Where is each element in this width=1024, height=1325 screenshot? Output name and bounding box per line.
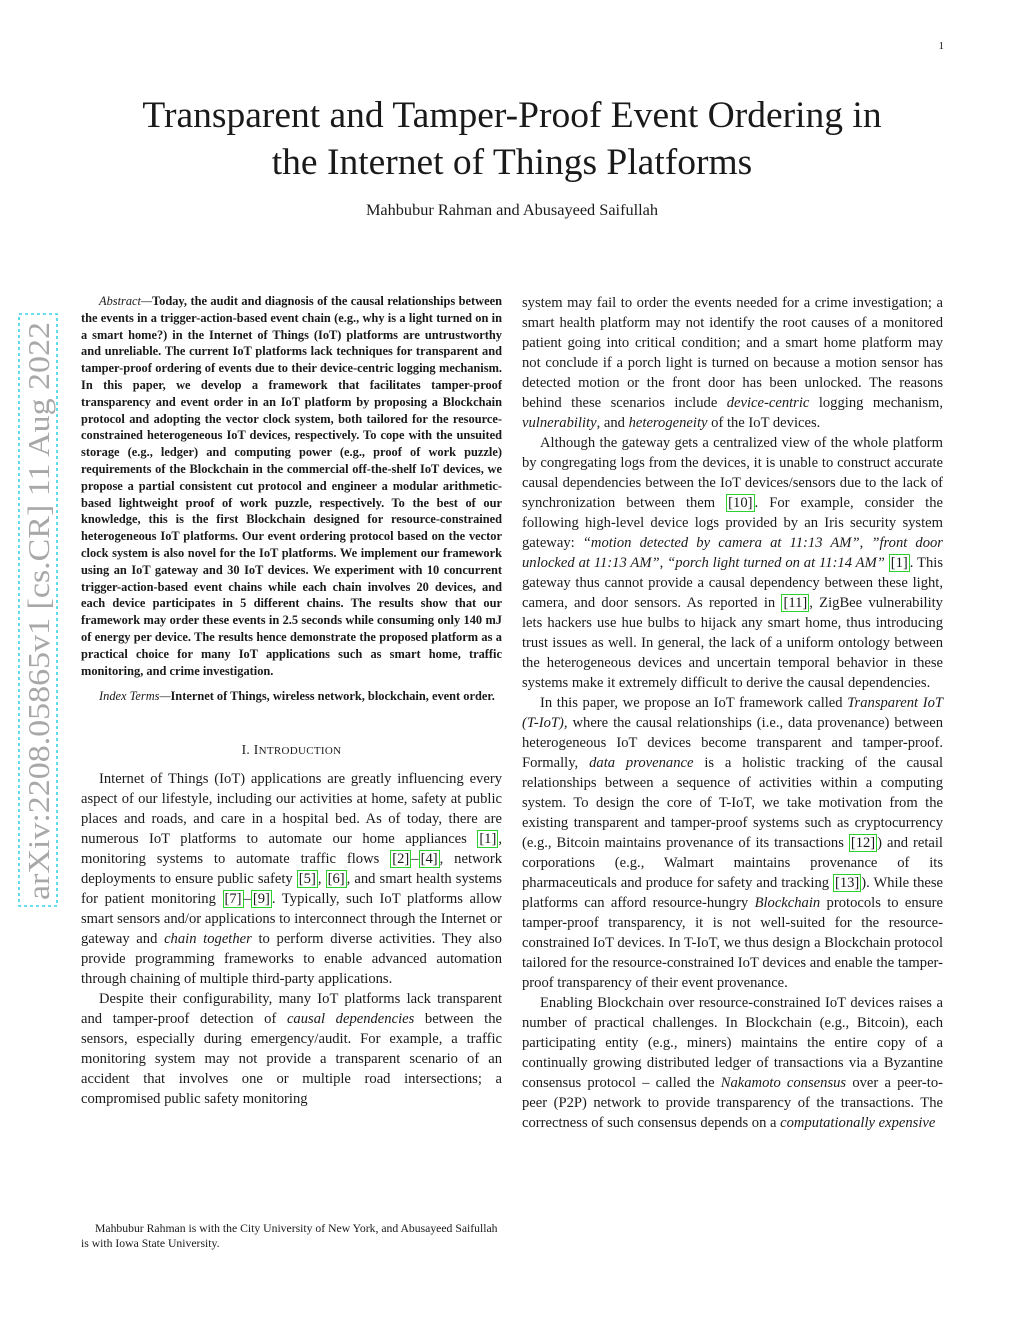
left-column — [81, 293, 502, 1109]
paper-title — [0, 92, 1024, 186]
intro-paragraph-2: Despite their configurability, many IoT platforms lack transparent and tamper-proof detection of causal dependencies between the sensors, especially during emergency/audit. For example, a traffic monitoring system may not provide a transparent scenario of an accident that involves one or multiple road intersections; a compromised public safety monitoring — [81, 991, 502, 1108]
citation-link[interactable]: [1] — [479, 831, 497, 848]
citation-link[interactable]: [5] — [298, 871, 316, 888]
author-list: Mahbubur Rahman and Abusayeed Saifullah — [365, 200, 659, 219]
page-number: 1 — [938, 40, 944, 52]
citation-link[interactable]: [9] — [252, 891, 270, 908]
citation-link[interactable]: [2] — [392, 851, 410, 868]
citation-link[interactable]: [4] — [420, 851, 438, 868]
citation-link[interactable]: [6] — [327, 871, 345, 888]
arxiv-identifier-stamp[interactable] — [16, 310, 60, 910]
citation-link[interactable]: [1] — [890, 555, 908, 571]
citation-link[interactable]: [13] — [834, 875, 860, 891]
citation-link[interactable]: [11] — [783, 595, 808, 611]
title-line-2: the Internet of Things Platforms — [271, 142, 753, 183]
index-terms-label: Index Terms— — [99, 689, 171, 704]
abstract-text: Today, the audit and diagnosis of the causal relationships between the events in a trigger-action-based event chain (e.g., why is a light turned on in a smart home?) in the Internet of Things (IoT) platforms are untrustworthy and unreliable. The current IoT platforms lack techniques for transparent and tamper-proof ordering of events due to their device-centric logging mechanism. In this paper, we develop a framework that facilitates tamper-proof transparency and event order in an IoT platform by proposing a Blockchain protocol and adopting the vector clock system, both tailored for the resource-constrained heterogeneous IoT devices, respectively. To cope with the unsuited storage (e.g., ledger) and computing power (e.g., proof of work puzzle) requirements of the Blockchain in the commercial off-the-shelf IoT devices, we propose a partial consistent cut protocol and engineer a modular arithmetic-based lightweight proof of work puzzle, respectively. To the best of our knowledge, this is the first Blockchain designed for resource-constrained heterogeneous IoT platforms. Our event ordering protocol based on the vector clock system is also novel for the IoT platforms. We implement our framework using an IoT gateway and 30 IoT devices. We experiment with 10 concurrent trigger-action-based event chains while each chain involves 20 devices, and each device participates in 5 different chains. The results show that our framework may order these events in 2.5 seconds while consuming only 140 mJ of energy per device. The results hence demonstrate the proposed platform as a practical choice for many IoT applications such as smart home, traffic monitoring, and crime investigation. — [81, 294, 502, 678]
title-line-1: Transparent and Tamper-Proof Event Ordering in — [142, 95, 882, 136]
right-paragraph-2: Although the gateway gets a centralized view of the whole platform by congregating logs from the devices, it is unable to construct accurate causal dependencies between the IoT devices/sensors due to the lack of synchronization between them [10] . For example, consider the following high-level device logs provided by an Iris security system gateway: “motion detected by camera at 11:13 AM”, ”front door unlocked at 11:13 AM”, “porch light turned on at 11:14 AM” [1] . This gateway thus cannot provide a causal dependency between these light, camera, and door sensors. As reported in [11] , ZigBee vulnerability lets hackers use hue bulbs to hijack any smart home, thus introducing trust issues as well. In general, the lack of a uniform ontology between the heterogeneous devices and uncertain temporal behavior in these systems make it extremely difficult to derive the causal dependencies. — [522, 435, 944, 691]
right-paragraph-4: Enabling Blockchain over resource-constrained IoT devices raises a number of practical challenges. In Blockchain (e.g., Bitcoin), each participating entity (e.g., miners) maintains the entire copy of a continually growing distributed ledger of transactions via a Byzantine consensus protocol – called the Nakamoto consensus over a peer-to-peer (P2P) network to provide transparency of the transactions. The correctness of such consensus depends on a computationally expensive — [522, 995, 943, 1131]
intro-paragraph-1: Internet of Things (IoT) applications are greatly influencing every aspect of our lifestyle, including our activities at home, safety at public places and roads, and care in a hospital bed. As of today, there are numerous IoT platforms to automate our home appliances [1] , monitoring systems to automate traffic flows [2] – [4] , network deployments to ensure public safety [5] , [6] , and smart health systems for patient monitoring [7] – [9] . Typically, such IoT platforms allow smart sensors and/or applications to interconnect through the Internet or gateway and chain together to perform diverse activities. They also provide programming frameworks to enable advanced automation through chaining of multiple third-party applications. — [81, 771, 502, 988]
author-affiliation-footnote: Mahbubur Rahman is with the City University of New York, and Abusayeed Saifullah is with Iowa State University. — [81, 1222, 498, 1250]
right-paragraph-3: In this paper, we propose an IoT framework called Transparent IoT (T-IoT), where the causal relationships (i.e., data provenance) between heterogeneous IoT devices become transparent and tamper-proof. Formally, data provenance is a holistic tracking of the causal relationships between a sequence of activities within a computing system. To design the core of T-IoT, we take motivation from the existing transparent and tamper-proof systems such as cryptocurrency (e.g., Bitcoin maintains provenance of its transactions [12] ) and retail corporations (e.g., Walmart maintains provenance of its pharmaceuticals and produce for safety and tracking [13] ). While these platforms can afford resource-hungry Blockchain protocols to ensure tamper-proof transparency, it is not well-suited for the resource-constrained IoT devices. In T-IoT, we thus design a Blockchain protocol tailored for the resource-constrained IoT devices and enable the tamper-proof transparency of their event provenance. — [522, 695, 944, 991]
section-heading-introduction: I. INTRODUCTION — [241, 742, 342, 758]
abstract-label: Abstract— — [99, 294, 153, 308]
index-terms — [81, 688, 502, 705]
arxiv-identifier-text: arXiv:2208.05865v1 [cs.CR] 11 Aug 2022 — [22, 380, 56, 900]
citation-link[interactable]: [12] — [850, 835, 876, 851]
index-terms-text: Internet of Things, wireless network, blockchain, event order. — [170, 689, 495, 704]
citation-link[interactable]: [10] — [728, 495, 753, 511]
citation-link[interactable]: [7] — [224, 891, 242, 908]
abstract — [81, 293, 502, 679]
right-column — [522, 293, 943, 1133]
right-paragraph-1: system may fail to order the events needed for a crime investigation; a smart health platform may not identify the root causes of a monitored patient going into critical condition; and a smart home platform may not conclude if a porch light is turned on because a motion sensor has detected motion or the front door has been unlocked. The reasons behind these scenarios include device-centric logging mechanism, vulnerability, and heterogeneity of the IoT devices. — [522, 295, 943, 431]
